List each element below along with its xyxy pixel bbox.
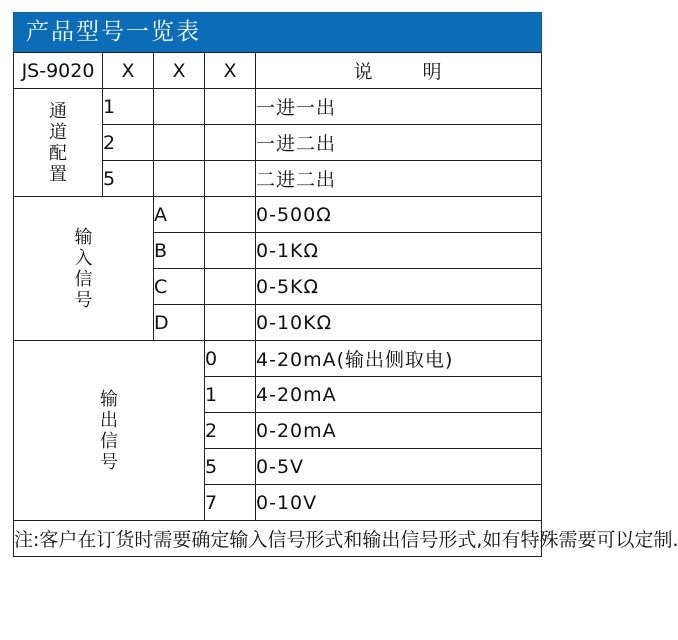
channel-code: 1 — [103, 89, 154, 125]
input-desc: 0-500Ω — [256, 197, 542, 233]
output-signal-label: 输出信号 — [14, 341, 205, 521]
channel-config-label: 通道配置 — [14, 89, 103, 197]
description-header: 说 明 — [256, 53, 542, 89]
x-placeholder-1: X — [103, 53, 154, 89]
input-desc: 0-10KΩ — [256, 305, 542, 341]
header-row — [14, 53, 542, 89]
input-code: C — [154, 269, 205, 305]
channel-code: 5 — [103, 161, 154, 197]
empty-cell — [205, 269, 256, 305]
x-placeholder-2: X — [154, 53, 205, 89]
channel-desc: 一进二出 — [256, 125, 542, 161]
model-table-sheet — [13, 12, 678, 628]
model-number-cell: JS-9020 — [14, 53, 103, 89]
empty-cell — [205, 233, 256, 269]
output-code: 1 — [205, 377, 256, 413]
output-desc: 4-20mA(输出侧取电) — [256, 341, 542, 377]
title-bar — [13, 12, 542, 53]
channel-code: 2 — [103, 125, 154, 161]
output-desc: 0-5V — [256, 449, 542, 485]
model-spec-table — [13, 52, 678, 557]
output-code: 2 — [205, 413, 256, 449]
table-row — [14, 341, 542, 377]
output-desc: 0-10V — [256, 485, 542, 521]
footnote: 注:客户在订货时需要确定输入信号形式和输出信号形式,如有特殊需要可以定制. — [14, 521, 542, 557]
empty-cell — [205, 161, 256, 197]
channel-desc: 一进一出 — [256, 89, 542, 125]
input-desc: 0-5KΩ — [256, 269, 542, 305]
x-placeholder-3: X — [205, 53, 256, 89]
input-code: D — [154, 305, 205, 341]
empty-cell — [205, 125, 256, 161]
output-desc: 4-20mA — [256, 377, 542, 413]
input-code: A — [154, 197, 205, 233]
empty-cell — [154, 161, 205, 197]
note-row — [14, 521, 542, 557]
output-code: 5 — [205, 449, 256, 485]
table-row — [14, 197, 542, 233]
empty-cell — [154, 125, 205, 161]
empty-cell — [154, 89, 205, 125]
table-row — [14, 89, 542, 125]
table-title: 产品型号一览表 — [26, 19, 201, 45]
empty-cell — [205, 197, 256, 233]
channel-desc: 二进二出 — [256, 161, 542, 197]
output-desc: 0-20mA — [256, 413, 542, 449]
output-code: 7 — [205, 485, 256, 521]
input-signal-label: 输入信号 — [14, 197, 154, 341]
input-code: B — [154, 233, 205, 269]
empty-cell — [205, 305, 256, 341]
empty-cell — [205, 89, 256, 125]
input-desc: 0-1KΩ — [256, 233, 542, 269]
output-code: 0 — [205, 341, 256, 377]
